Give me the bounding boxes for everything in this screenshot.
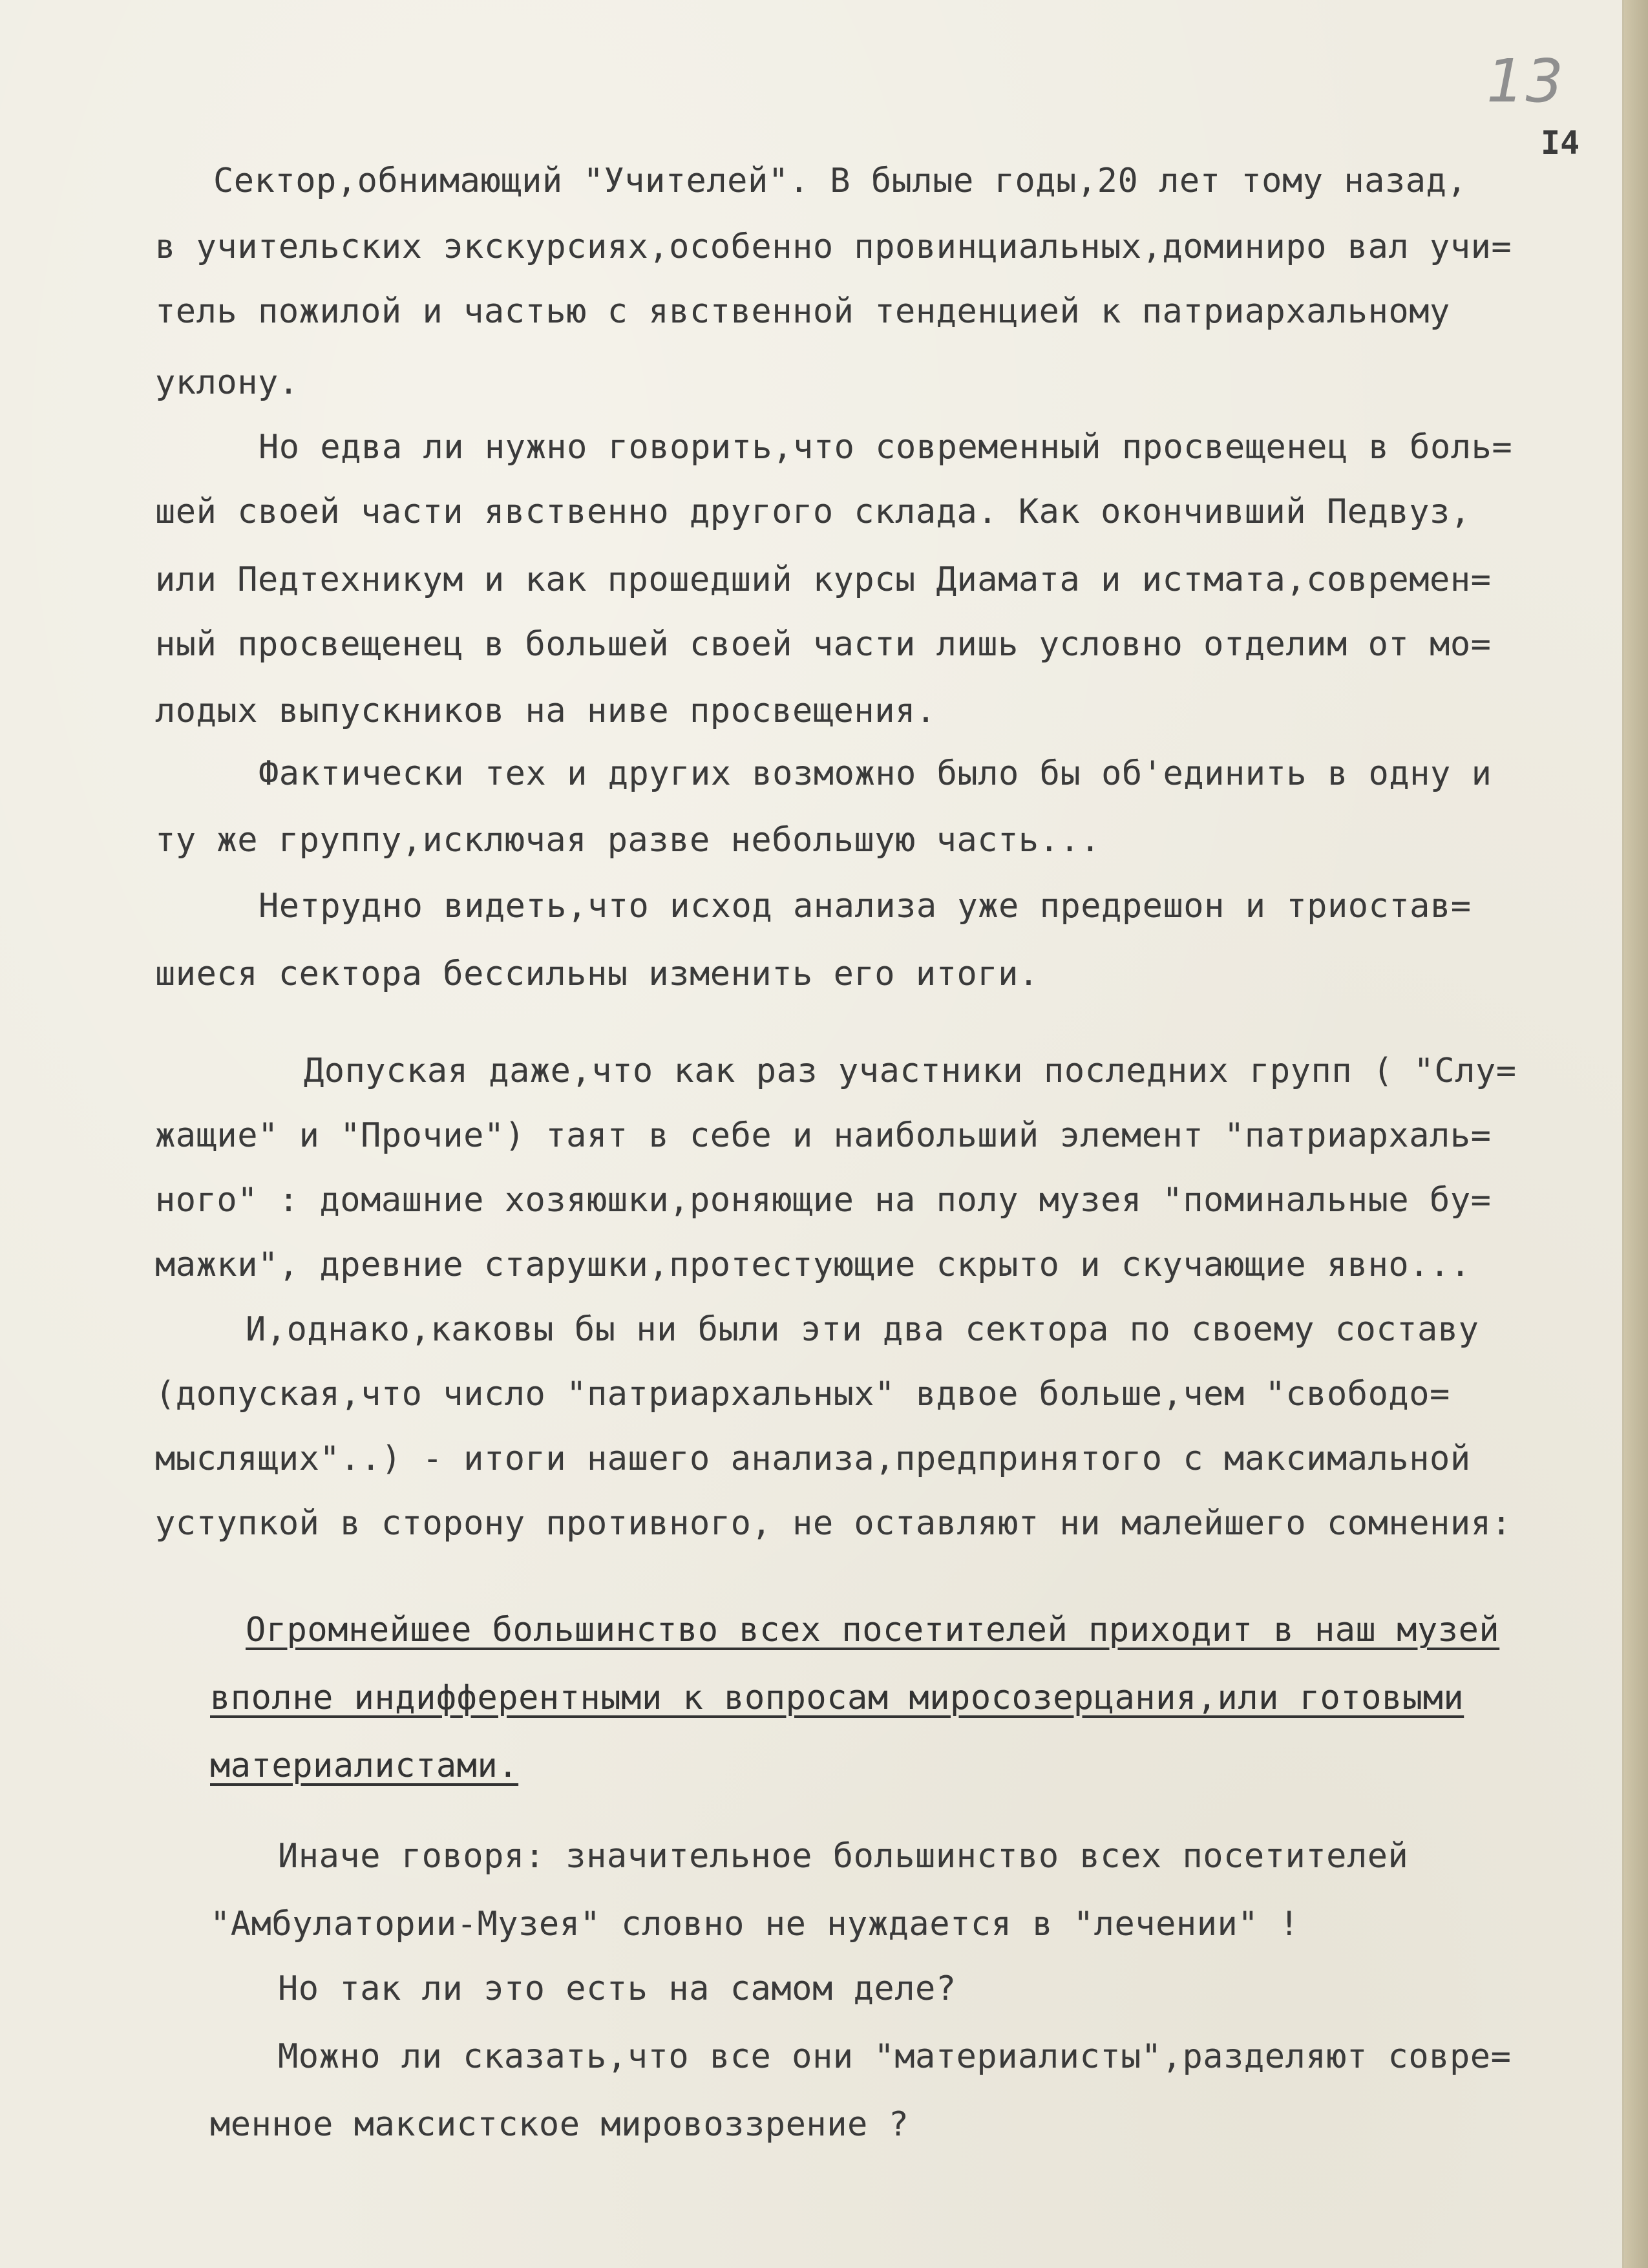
typed-page-number: I4	[1541, 124, 1580, 162]
page-edge	[1624, 0, 1648, 2268]
text-line: Но так ли это есть на самом деле?	[278, 1969, 956, 2008]
text-line: Сектор,обнимающий "Учителей". В былые годы,20 лет тому назад,	[213, 162, 1468, 200]
text-line: мыслящих"..) - итоги нашего анализа,предпринятого с максимальной	[155, 1439, 1471, 1478]
text-line: или Педтехникум и как прошедший курсы Диамата и истмата,современ=	[155, 560, 1492, 599]
underlined-conclusion-line: материалистами.	[210, 1746, 519, 1785]
text-line: уступкой в сторону противного, не оставляют ни малейшего сомнения:	[155, 1504, 1512, 1543]
text-line: ный просвещенец в большей своей части лишь условно отделим от мо=	[155, 625, 1492, 664]
text-line: И,однако,каковы бы ни были эти два сектора по своему составу	[246, 1310, 1479, 1349]
text-line: (допуская,что число "патриархальных" вдвое больше,чем "свободо=	[155, 1375, 1450, 1414]
text-line: Допуская даже,что как раз участники последних групп ( "Слу=	[304, 1052, 1517, 1090]
text-line: лодых выпускников на ниве просвещения.	[155, 692, 936, 730]
text-line: в учительских экскурсиях,особенно провинциальных,доминиро вал учи=	[155, 228, 1512, 266]
text-line: Нетрудно видеть,что исход анализа уже предрешон и триостав=	[259, 887, 1472, 926]
text-line: Фактически тех и других возможно было бы об'единить в одну и	[259, 754, 1492, 793]
text-line: мажки", древние старушки,протестующие скрыто и скучающие явно...	[155, 1245, 1471, 1284]
text-line: Можно ли сказать,что все они "материалисты",разделяют совре=	[278, 2037, 1512, 2076]
text-line: Иначе говоря: значительное большинство всех посетителей	[278, 1837, 1409, 1876]
text-line: "Амбулатории-Музея" словно не нуждается в "лечении" !	[210, 1905, 1300, 1944]
underlined-conclusion-line: вполне индифферентными к вопросам миросозерцания,или готовыми	[210, 1679, 1464, 1717]
text-line: шиеся сектора бессильны изменить его итоги.	[155, 955, 1039, 993]
pencil-page-number: 13	[1486, 47, 1565, 116]
text-line: уклону.	[155, 363, 299, 402]
text-line: тель пожилой и частью с явственной тенденцией к патриархальному	[155, 292, 1450, 331]
text-line: Но едва ли нужно говорить,что современный просвещенец в боль=	[259, 428, 1513, 467]
text-line: менное максистское мировоззрение ?	[210, 2105, 909, 2144]
underlined-conclusion-line: Огромнейшее большинство всех посетителей приходит в наш музей	[246, 1611, 1500, 1649]
text-line: жащие" и "Прочие") таят в себе и наибольший элемент "патриархаль=	[155, 1116, 1492, 1155]
text-line: ту же группу,исключая разве небольшую часть...	[155, 821, 1101, 860]
text-line: шей своей части явственно другого склада. Как окончивший Педвуз,	[155, 493, 1471, 531]
text-line: ного" : домашние хозяюшки,роняющие на полу музея "поминальные бу=	[155, 1181, 1492, 1220]
